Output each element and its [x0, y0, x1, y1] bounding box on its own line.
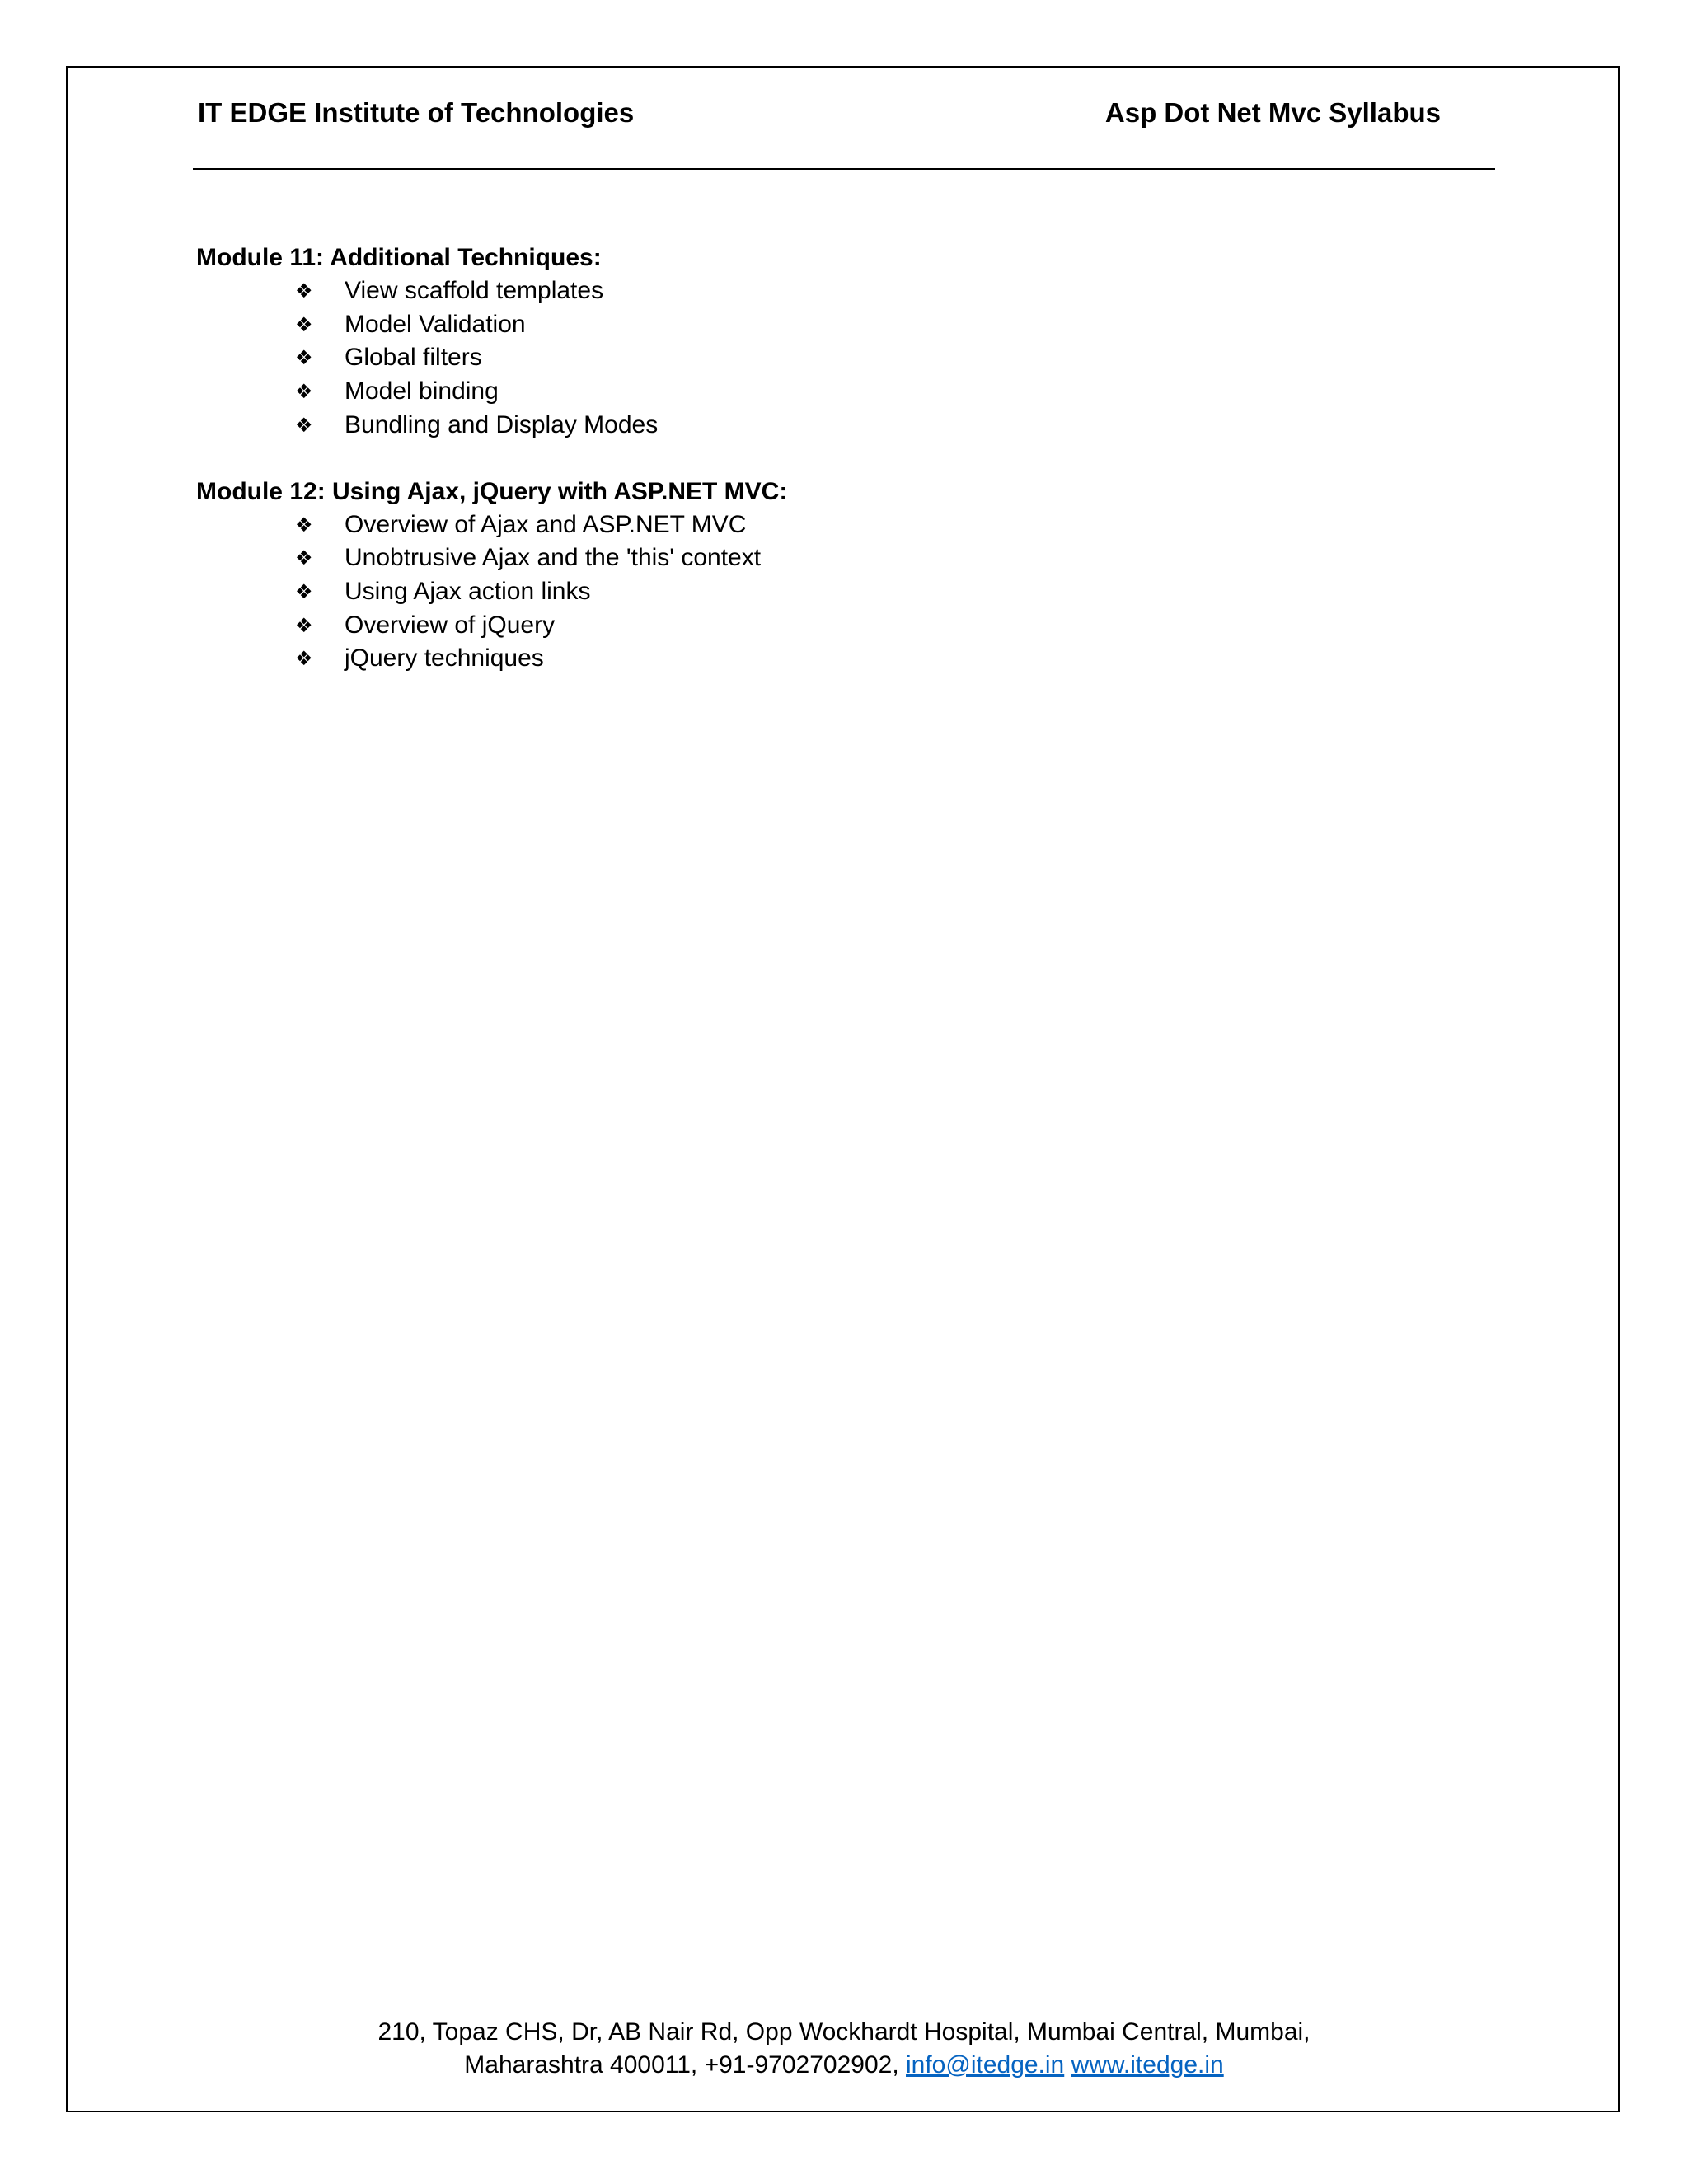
diamond-bullet-icon: ❖ [295, 346, 313, 370]
module-11 [196, 241, 1432, 443]
list-item [196, 274, 1432, 308]
list-item [196, 609, 1432, 643]
module-title: Module 12: Using Ajax, jQuery with ASP.NET MVC: [196, 477, 788, 505]
list-item [196, 341, 1432, 375]
list-item [196, 575, 1432, 609]
module-12 [196, 476, 1432, 677]
footer-contact-text: Maharashtra 400011, +91-9702702902, [464, 2051, 899, 2079]
syllabus-title: Asp Dot Net Mvc Syllabus [1104, 97, 1441, 128]
diamond-bullet-icon: ❖ [295, 279, 313, 302]
institute-name: IT EDGE Institute of Technologies [198, 97, 635, 128]
topic-label: View scaffold templates [345, 277, 604, 304]
topic-list [196, 509, 1432, 677]
topic-label: Using Ajax action links [345, 577, 591, 605]
header-divider [193, 168, 1495, 170]
module-title: Module 11: Additional Techniques: [196, 244, 602, 271]
diamond-bullet-icon: ❖ [295, 413, 313, 437]
footer-address-line1: 210, Topaz CHS, Dr, AB Nair Rd, Opp Wockhardt Hospital, Mumbai Central, Mumbai, [377, 2018, 1311, 2046]
topic-label: Overview of Ajax and ASP.NET MVC [345, 510, 747, 538]
page-header [198, 97, 1441, 137]
topic-label: Global filters [345, 344, 482, 372]
diamond-bullet-icon: ❖ [295, 513, 313, 537]
list-item [196, 509, 1432, 542]
topic-label: jQuery techniques [345, 644, 544, 673]
topic-list [196, 274, 1432, 443]
footer-address-line2 [231, 2049, 1457, 2082]
diamond-bullet-icon: ❖ [295, 579, 313, 603]
topic-label: Overview of jQuery [345, 611, 556, 639]
topic-label: Model Validation [345, 310, 526, 338]
list-item [196, 375, 1432, 409]
topic-label: Model binding [345, 377, 499, 405]
topic-label: Unobtrusive Ajax and the 'this' context [345, 544, 762, 572]
website-link[interactable]: www.itedge.in [1071, 2051, 1224, 2079]
topic-label: Bundling and Display Modes [345, 410, 659, 438]
list-item [196, 409, 1432, 443]
email-link[interactable]: info@itedge.in [906, 2051, 1065, 2079]
diamond-bullet-icon: ❖ [295, 312, 313, 336]
list-item [196, 541, 1432, 575]
diamond-bullet-icon: ❖ [295, 546, 313, 570]
list-item [196, 642, 1432, 676]
diamond-bullet-icon: ❖ [295, 380, 313, 404]
diamond-bullet-icon: ❖ [295, 647, 313, 671]
list-item [196, 308, 1432, 342]
syllabus-content [196, 241, 1432, 709]
page-footer [231, 2016, 1457, 2082]
diamond-bullet-icon: ❖ [295, 613, 313, 637]
